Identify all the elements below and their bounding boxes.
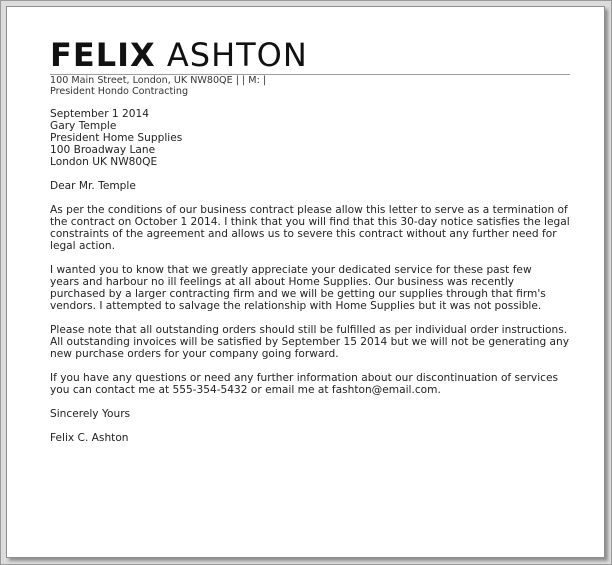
paragraph-line: I wanted you to know that we greatly appreciate your dedicated service for these past few (50, 264, 532, 276)
sender-name (50, 38, 570, 72)
paragraph-line: vendors. I attempted to salvage the relationship with Home Supplies but it was not possible. (50, 300, 542, 312)
sender-first-name: FELIX (50, 36, 156, 74)
recipient-block (50, 120, 570, 168)
signature-name: Felix C. Ashton (50, 432, 129, 444)
paragraph-contact (50, 372, 570, 396)
recipient-city: London UK NW80QE (50, 156, 158, 168)
paragraph-appreciation (50, 264, 570, 312)
paragraph-line: legal action. (50, 240, 115, 252)
paragraph-line: Please note that all outstanding orders should still be fulfilled as per individual order instructions. (50, 324, 568, 336)
paragraph-line: you can contact me at 555-354-5432 or email me at fashton@email.com. (50, 384, 441, 396)
paragraph-line: years and harbour no ill feelings at all about Home Supplies. Our business was recently (50, 276, 515, 288)
sender-last-name: ASHTON (166, 36, 308, 74)
letter-body (50, 38, 570, 444)
sender-title: President Hondo Contracting (50, 86, 189, 97)
closing: Sincerely Yours (50, 408, 131, 420)
letter-date: September 1 2014 (50, 108, 149, 120)
recipient-name: Gary Temple (50, 120, 117, 132)
paragraph-line: purchased by a larger contracting firm and we will be getting our supplies through that firm's (50, 288, 546, 300)
paragraph-termination (50, 204, 570, 252)
paragraph-line: If you have any questions or need any further information about our discontinuation of services (50, 372, 558, 384)
recipient-title: President Home Supplies (50, 132, 183, 144)
paragraph-line: All outstanding invoices will be satisfied by September 15 2014 but we will not be generating any (50, 336, 570, 348)
sender-address: 100 Main Street, London, UK NW80QE | | M: | (50, 75, 267, 86)
salutation: Dear Mr. Temple (50, 180, 136, 192)
paragraph-line: new purchase orders for your company going forward. (50, 348, 339, 360)
paragraph-line: As per the conditions of our business contract please allow this letter to serve as a termination of (50, 204, 568, 216)
recipient-street: 100 Broadway Lane (50, 144, 156, 156)
paragraph-line: constraints of the agreement and allows us to severe this contract without any further need for (50, 228, 557, 240)
letter-paper (6, 6, 605, 558)
paragraph-line: the contract on October 1 2014. I think that you will find that this 30-day notice satisfies the legal (50, 216, 570, 228)
paragraph-orders (50, 324, 570, 360)
